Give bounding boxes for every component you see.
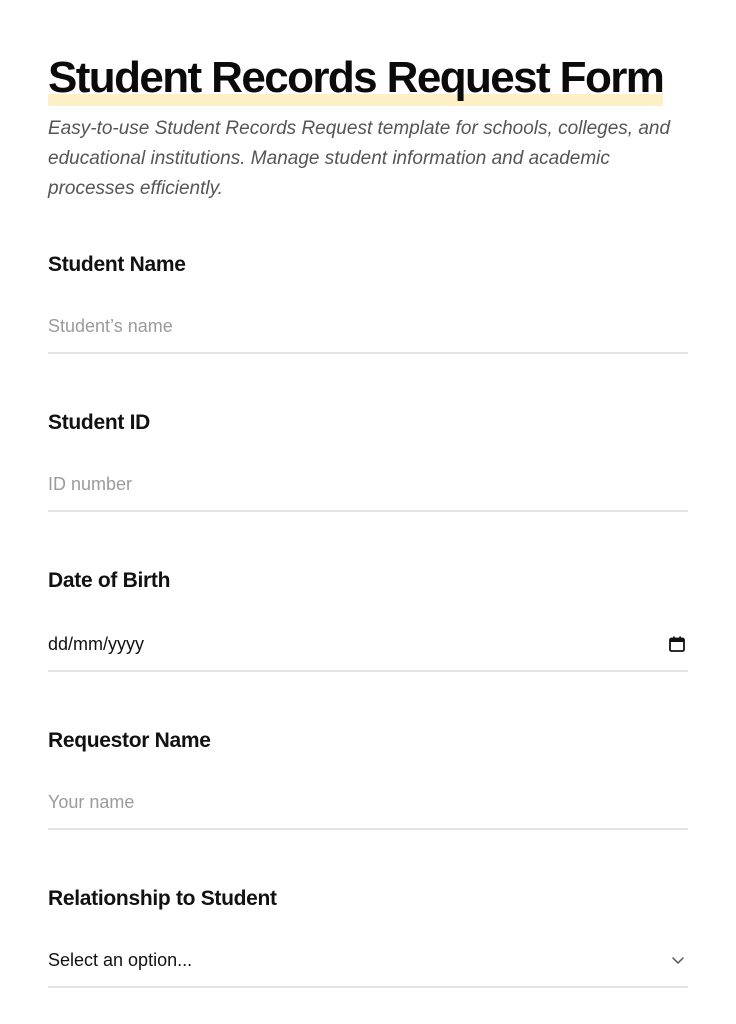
student-id-label: Student ID: [48, 411, 150, 434]
requestor-name-field: [48, 728, 688, 830]
student-id-field: [48, 410, 688, 512]
form-title-wrapper: [48, 52, 663, 104]
calendar-icon[interactable]: [668, 635, 686, 653]
form-subtitle: Easy-to-use Student Records Request template for schools, colleges, and educational institutions. Manage student information and academic processes efficiently.: [48, 118, 671, 199]
student-id-input[interactable]: [48, 458, 688, 510]
chevron-down-icon: [670, 952, 686, 968]
student-name-input-row: [48, 300, 688, 354]
student-name-label: Student Name: [48, 253, 186, 276]
student-name-field: [48, 252, 688, 354]
date-of-birth-input[interactable]: [48, 618, 688, 672]
student-id-input-row: [48, 458, 688, 512]
date-of-birth-field: [48, 568, 688, 672]
requestor-name-input-row: [48, 776, 688, 830]
student-name-input[interactable]: [48, 300, 688, 352]
date-of-birth-label: Date of Birth: [48, 569, 171, 592]
requestor-name-input[interactable]: [48, 776, 688, 828]
requestor-name-label: Requestor Name: [48, 729, 211, 752]
relationship-selected-value: Select an option...: [48, 949, 193, 970]
relationship-label: Relationship to Student: [48, 887, 277, 910]
relationship-select[interactable]: [48, 934, 688, 988]
date-of-birth-value: dd/mm/yyyy: [48, 633, 145, 654]
form-title: Student Records Request Form: [48, 53, 664, 102]
relationship-field: [48, 886, 688, 988]
